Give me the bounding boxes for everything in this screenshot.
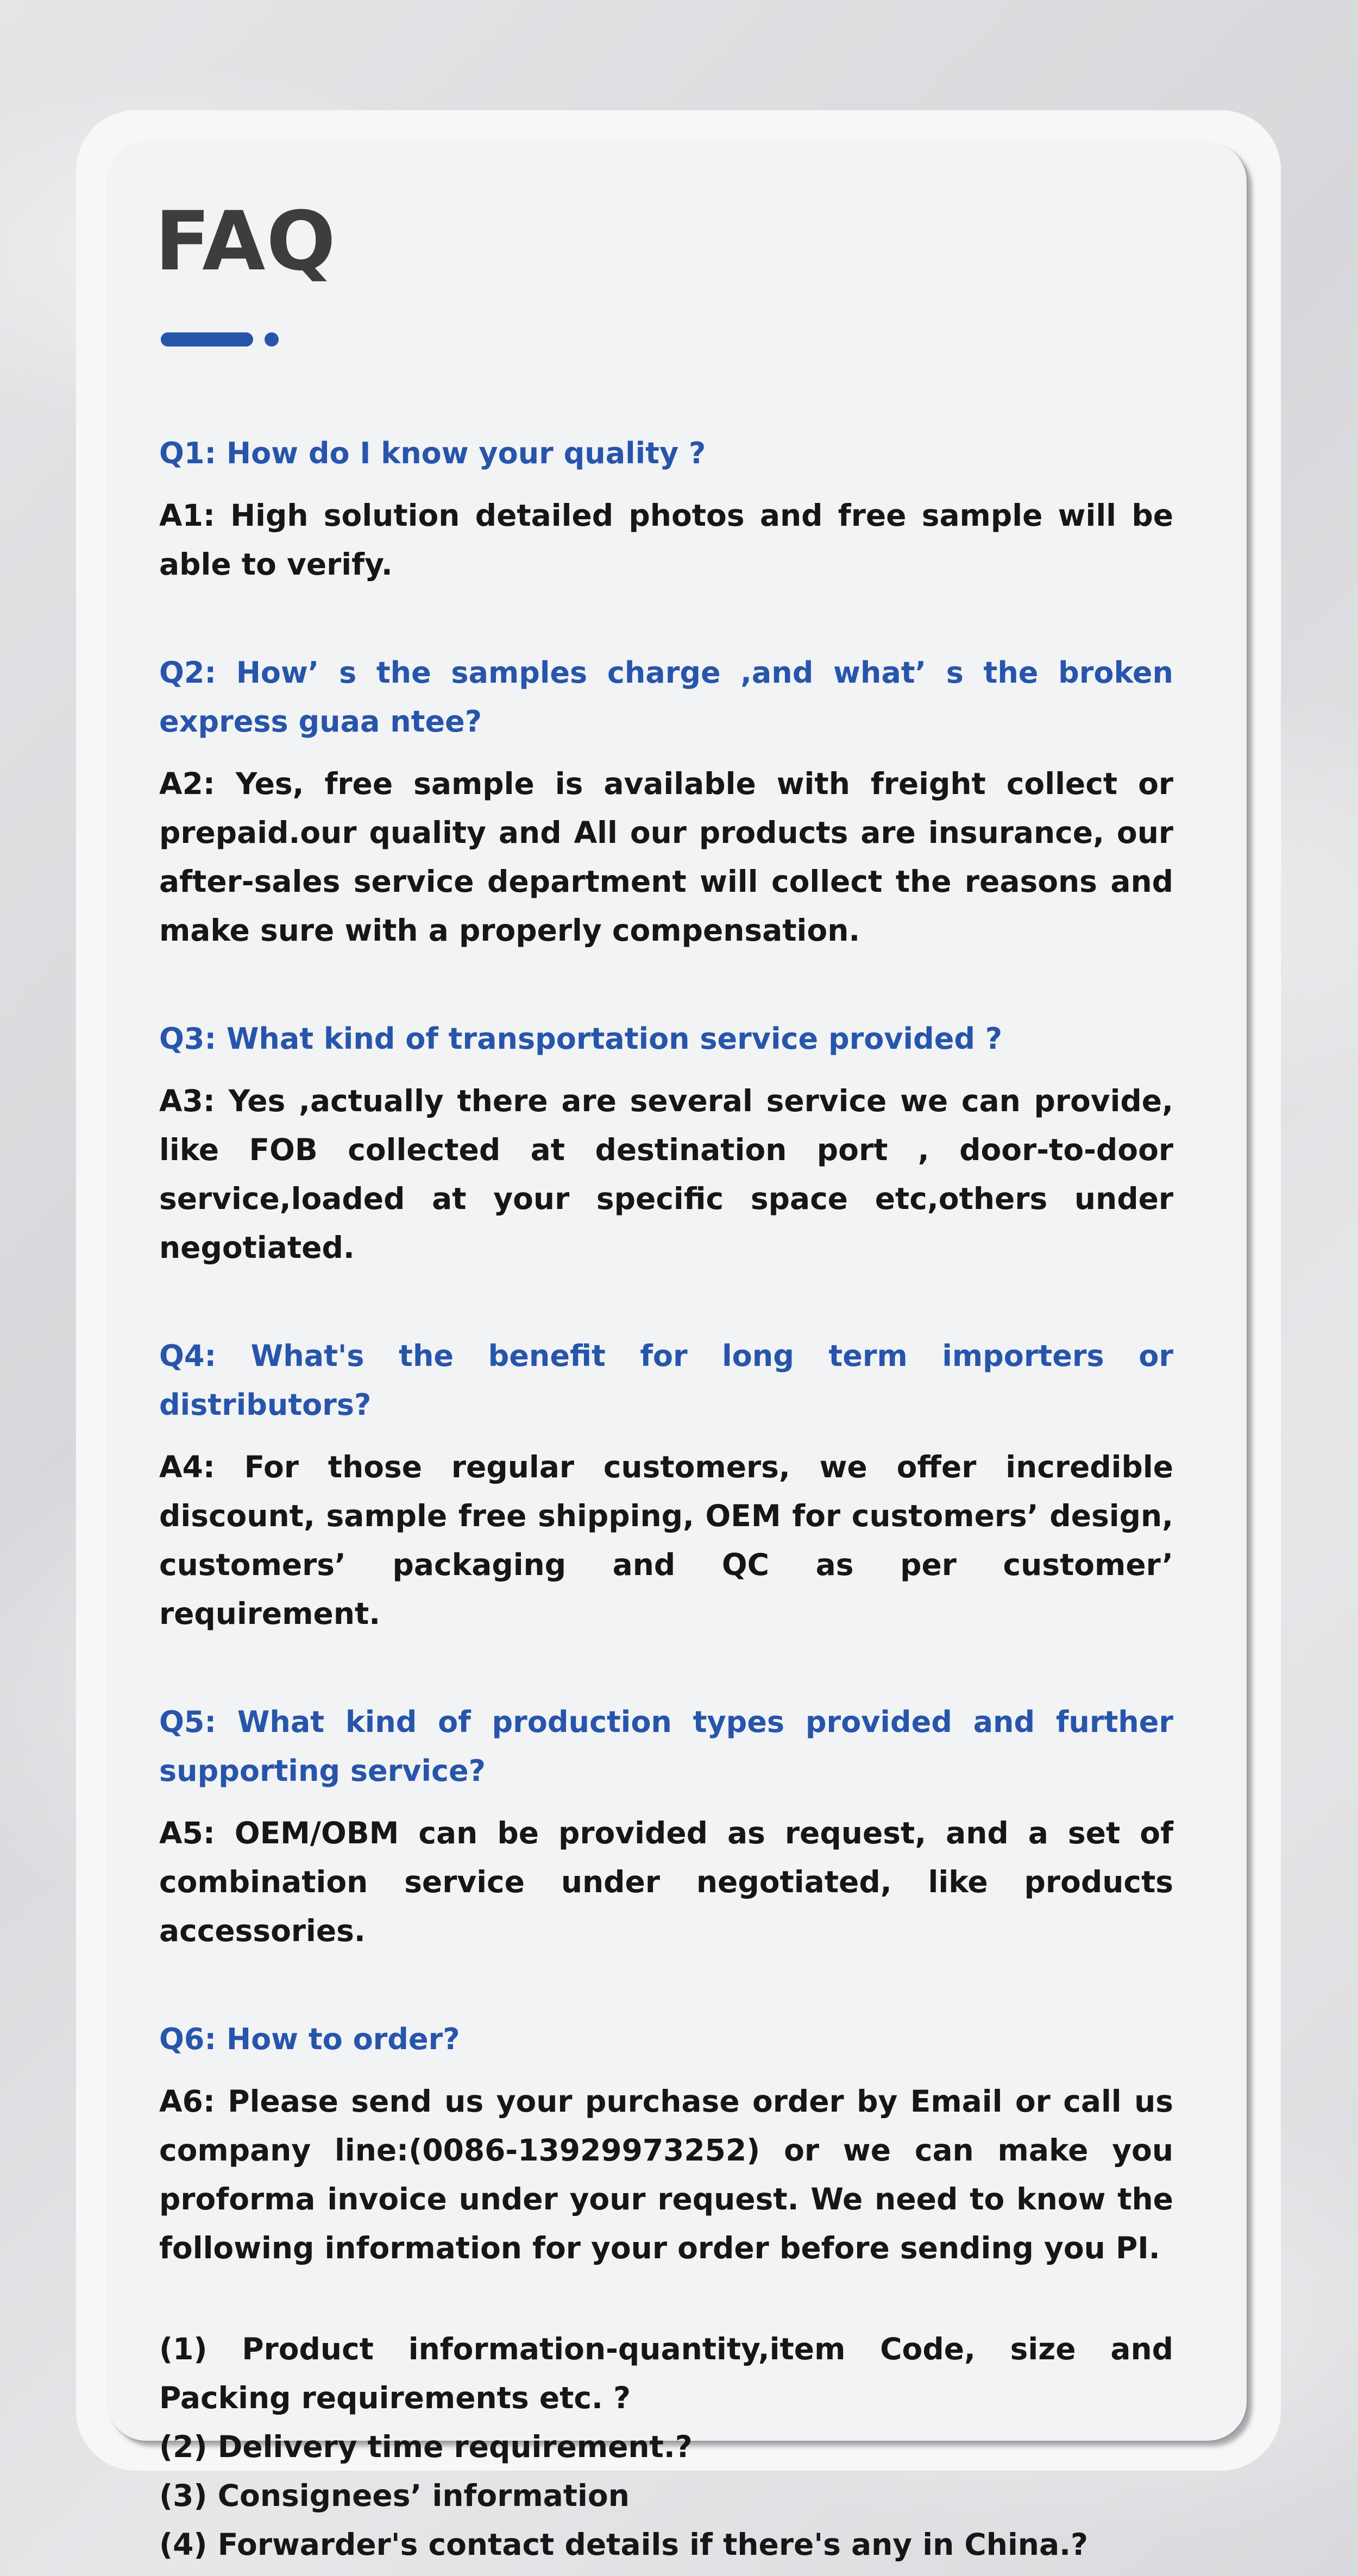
faq-item-4 <box>159 1332 1173 1638</box>
faq-answer: A5: OEM/OBM can be provided as request, and a set of combination service under negotiated, like products accessories. <box>159 1816 1173 1948</box>
faq-question: Q4: What's the benefit for long term importers or distributors? <box>159 1339 1173 1422</box>
list-item: (1) Product information-quantity,item Code, size and Packing requirements etc. ? <box>159 2332 1173 2415</box>
faq-answer: A1: High solution detailed photos and free sample will be able to verify. <box>159 498 1173 582</box>
faq-answer: A4: For those regular customers, we offer incredible discount, sample free shipping, OEM for customers’ design, customers’ packaging and QC as per customer’ requirement. <box>159 1450 1173 1631</box>
title-underline-bar <box>161 332 253 347</box>
faq-list <box>159 429 1173 2569</box>
list-item: (4) Forwarder's contact details if there's any in China.? <box>159 2527 1088 2562</box>
faq-answer: A2: Yes, free sample is available with freight collect or prepaid.our quality and All our products are insurance, our after-sales service department will collect the reasons and make sure with a properly compensation. <box>159 766 1173 948</box>
faq-answer: A6: Please send us your purchase order by Email or call us company line:(0086-13929973252) or we can make you proforma invoice under your request. We need to know the following information for your order before sending you PI. <box>159 2084 1173 2265</box>
faq-item-2 <box>159 648 1173 955</box>
faq-item-3 <box>159 1015 1173 1272</box>
faq-question: Q5: What kind of production types provided and further supporting service? <box>159 1705 1173 1788</box>
faq-question: Q6: How to order? <box>159 2022 460 2056</box>
faq-question: Q2: How’ s the samples charge ,and what’ s the broken express guaa ntee? <box>159 656 1173 739</box>
list-item: (2) Delivery time requirement.? <box>159 2429 693 2464</box>
page-title: FAQ <box>155 194 337 289</box>
faq-item-1 <box>159 429 1173 589</box>
faq-item-5 <box>159 1698 1173 1955</box>
faq-question: Q1: How do I know your quality ? <box>159 436 706 470</box>
faq-item-6 <box>159 2015 1173 2272</box>
title-underline-dot <box>265 332 279 347</box>
list-item: (3) Consignees’ information <box>159 2478 630 2513</box>
faq-question: Q3: What kind of transportation service provided ? <box>159 1022 1003 1056</box>
faq-answer: A3: Yes ,actually there are several service we can provide, like FOB collected at destination port , door-to-door service,loaded at your specific space etc,others under negotiated. <box>159 1084 1173 1265</box>
order-requirements-list <box>159 2325 1173 2569</box>
